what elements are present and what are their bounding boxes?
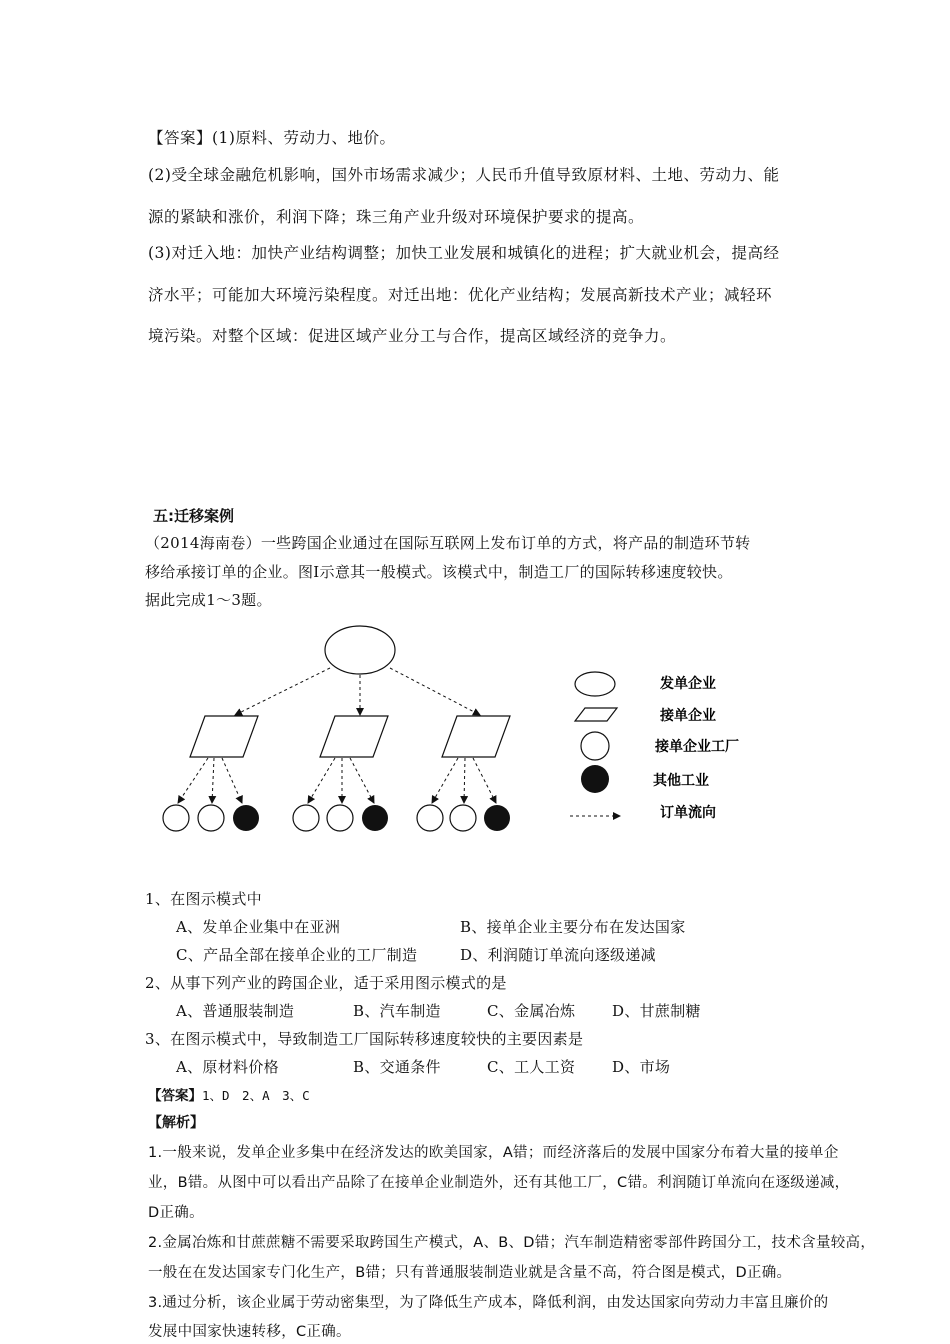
legend-factory-symbol: [581, 732, 609, 760]
question-1-option-b: B、接单企业主要分布在发达国家: [460, 918, 686, 936]
receiver-node: [442, 716, 510, 757]
flow-arrow: [178, 758, 208, 803]
question-3-stem: 3、在图示模式中，导致制造工厂国际转移速度较快的主要因素是: [145, 1030, 584, 1048]
analysis-line-7: 发展中国家快速转移，C正确。: [148, 1324, 351, 1340]
answer-summary: [148, 1084, 310, 1104]
question-1-stem: 1、在图示模式中: [145, 890, 262, 908]
question-2-option-b: B、汽车制造: [353, 1002, 441, 1020]
receiver-factory-node: [293, 805, 319, 831]
question-2-option-d: D、甘蔗制糖: [612, 1002, 701, 1020]
flow-arrow: [222, 758, 242, 803]
question-2-option-c: C、金属冶炼: [487, 1002, 576, 1020]
flow-arrow: [390, 668, 480, 715]
answer-line-6: 境污染。对整个区域：促进区域产业分工与合作，提高区域经济的竞争力。: [148, 327, 677, 345]
flow-arrow: [235, 668, 330, 715]
flow-arrow: [473, 758, 496, 803]
question-2-stem: 2、从事下列产业的跨国企业，适于采用图示模式的是: [145, 974, 507, 992]
receiver-node: [190, 716, 258, 757]
analysis-label: 【解析】: [148, 1115, 204, 1131]
other-industry-node: [233, 805, 259, 831]
flow-arrow: [308, 758, 335, 803]
legend-other-symbol: [581, 765, 609, 793]
analysis-line-3: D正确。: [148, 1205, 204, 1221]
flow-arrow: [212, 758, 214, 803]
answer-label: 【答案】: [148, 1088, 202, 1104]
question-3-option-c: C、工人工资: [487, 1058, 576, 1076]
issuer-node: [325, 626, 395, 674]
question-3-option-b: B、交通条件: [353, 1058, 441, 1076]
answer-line-5: 济水平；可能加大环境污染程度。对迁出地：优化产业结构；发展高新技术产业；减轻环: [148, 286, 773, 304]
intro-line-2: 移给承接订单的企业。图Ⅰ示意其一般模式。该模式中，制造工厂的国际转移速度较快。: [145, 563, 733, 581]
analysis-line-1: 1.一般来说，发单企业多集中在经济发达的欧美国家，A错；而经济落后的发展中国家分布着大量的接单企: [148, 1145, 839, 1161]
section-title: 五:迁移案例: [153, 507, 234, 525]
question-3-option-a: A、原材料价格: [176, 1058, 279, 1076]
order-flow-diagram: [150, 620, 770, 845]
flow-arrow: [464, 758, 465, 803]
receiver-factory-node: [327, 805, 353, 831]
receiver-node: [320, 716, 388, 757]
question-1-option-a: A、发单企业集中在亚洲: [176, 918, 341, 936]
receiver-factory-node: [450, 805, 476, 831]
legend-flow-label: 订单流向: [660, 805, 716, 821]
question-2-option-a: A、普通服装制造: [176, 1002, 295, 1020]
other-industry-node: [484, 805, 510, 831]
answer-line-1: 【答案】(1)原料、劳动力、地价。: [148, 129, 396, 147]
analysis-line-6: 3.通过分析，该企业属于劳动密集型，为了降低生产成本，降低利润，由发达国家向劳动力丰富且廉价的: [148, 1295, 829, 1311]
answer-line-4: (3)对迁入地：加快产业结构调整；加快工业发展和城镇化的进程；扩大就业机会，提高经: [148, 244, 780, 262]
analysis-line-5: 一般在在发达国家专门化生产，B错；只有普通服装制造业就是含量不高，符合图是模式，D正确。: [148, 1265, 792, 1281]
intro-line-3: 据此完成1～3题。: [145, 591, 272, 609]
analysis-line-4: 2.金属冶炼和甘蔗蔗糖不需要采取跨国生产模式，A、B、D错；汽车制造精密零部件跨国分工，技术含量较高，: [148, 1235, 876, 1251]
intro-line-1: （2014海南卷）一些跨国企业通过在国际互联网上发布订单的方式，将产品的制造环节转: [145, 534, 751, 552]
analysis-line-2: 业，B错。从图中可以看出产品除了在接单企业制造外，还有其他工厂，C错。利润随订单流向在逐级递减，: [148, 1175, 850, 1191]
answer-line-2: (2)受全球金融危机影响，国外市场需求减少；人民币升值导致原材料、土地、劳动力、能: [148, 166, 780, 184]
question-1-option-c: C、产品全部在接单企业的工厂制造: [176, 946, 418, 964]
legend-other-label: 其他工业: [653, 773, 709, 789]
legend-receiver-label: 接单企业: [660, 708, 716, 724]
legend-receiver-symbol: [575, 708, 617, 721]
legend-issuer-symbol: [575, 672, 615, 696]
flow-arrow: [432, 758, 458, 803]
question-3-option-d: D、市场: [612, 1058, 671, 1076]
receiver-factory-node: [198, 805, 224, 831]
legend-issuer-label: 发单企业: [660, 676, 716, 692]
receiver-factory-node: [163, 805, 189, 831]
answer-value: 1、D 2、A 3、C: [202, 1088, 310, 1103]
legend-factory-label: 接单企业工厂: [655, 739, 739, 755]
receiver-factory-node: [417, 805, 443, 831]
question-1-option-d: D、利润随订单流向逐级递减: [460, 946, 656, 964]
answer-line-3: 源的紧缺和涨价，利润下降；珠三角产业升级对环境保护要求的提高。: [148, 208, 645, 226]
flow-arrow: [350, 758, 374, 803]
other-industry-node: [362, 805, 388, 831]
